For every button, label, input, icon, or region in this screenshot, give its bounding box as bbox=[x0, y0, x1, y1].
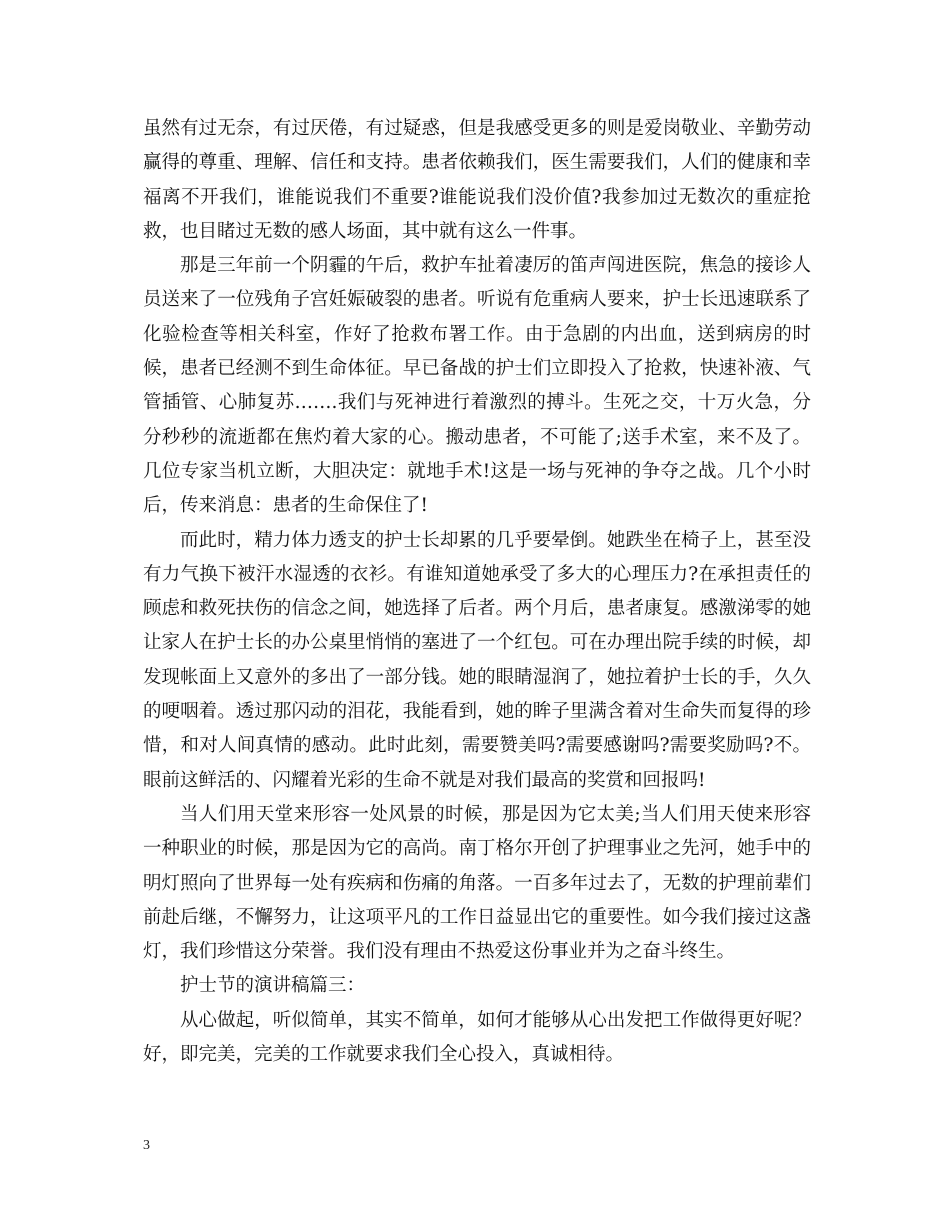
document-body bbox=[143, 112, 811, 1072]
paragraph-3: 而此时，精力体力透支的护士长却累的几乎要晕倒。她跌坐在椅子上，甚至没有力气换下被汗水湿透的衣衫。有谁知道她承受了多大的心理压力?在承担责任的顾虑和救死扶伤的信念之间，她选择了后者。两个月后，患者康复。感激涕零的她让家人在护士长的办公桌里悄悄的塞进了一个红包。可在办理出院手续的时候，却发现帐面上又意外的多出了一部分钱。她的眼睛湿润了，她拉着护士长的手，久久的哽咽着。透过那闪动的泪花，我能看到，她的眸子里满含着对生命失而复得的珍惜，和对人间真情的感动。此时此刻，需要赞美吗?需要感谢吗?需要奖励吗?不。眼前这鲜活的、闪耀着光彩的生命不就是对我们最高的奖赏和回报吗! bbox=[143, 529, 811, 791]
paragraph-2: 那是三年前一个阴霾的午后，救护车扯着凄厉的笛声闯进医院，焦急的接诊人员送来了一位残角子宫妊娠破裂的患者。听说有危重病人要来，护士长迅速联系了化验检查等相关科室，作好了抢救布署工作。由于急剧的内出血，送到病房的时候，患者已经测不到生命体征。早已备战的护士们立即投入了抢救，快速补液、气管插管、心肺复苏…….我们与死神进行着激烈的搏斗。生死之交，十万火急，分分秒秒的流逝都在焦灼着大家的心。搬动患者，不可能了;送手术室，来不及了。几位专家当机立断，大胆决定：就地手术!这是一场与死神的争夺之战。几个小时后，传来消息：患者的生命保住了! bbox=[143, 255, 811, 517]
paragraph-1: 虽然有过无奈，有过厌倦，有过疑惑，但是我感受更多的则是爱岗敬业、辛勤劳动赢得的尊重、理解、信任和支持。患者依赖我们，医生需要我们，人们的健康和幸福离不开我们，谁能说我们不重要?谁能说我们没价值?我参加过无数次的重症抢救，也目睹过无数的感人场面，其中就有这么一件事。 bbox=[143, 118, 811, 242]
paragraph-4: 当人们用天堂来形容一处风景的时候，那是因为它太美;当人们用天使来形容一种职业的时候，那是因为它的高尚。南丁格尔开创了护理事业之先河，她手中的明灯照向了世界每一处有疾病和伤痛的角落。一百多年过去了，无数的护理前辈们前赴后继，不懈努力，让这项平凡的工作日益显出它的重要性。如今我们接过这盏灯，我们珍惜这分荣誉。我们没有理由不热爱这份事业并为之奋斗终生。 bbox=[143, 803, 811, 963]
section-heading: 护士节的演讲稿篇三： bbox=[180, 975, 366, 997]
paragraph-5: 从心做起，听似简单，其实不简单，如何才能够从心出发把工作做得更好呢？好，即完美，完美的工作就要求我们全心投入，真诚相待。 bbox=[143, 1009, 811, 1066]
page-number: 3 bbox=[143, 1138, 150, 1153]
